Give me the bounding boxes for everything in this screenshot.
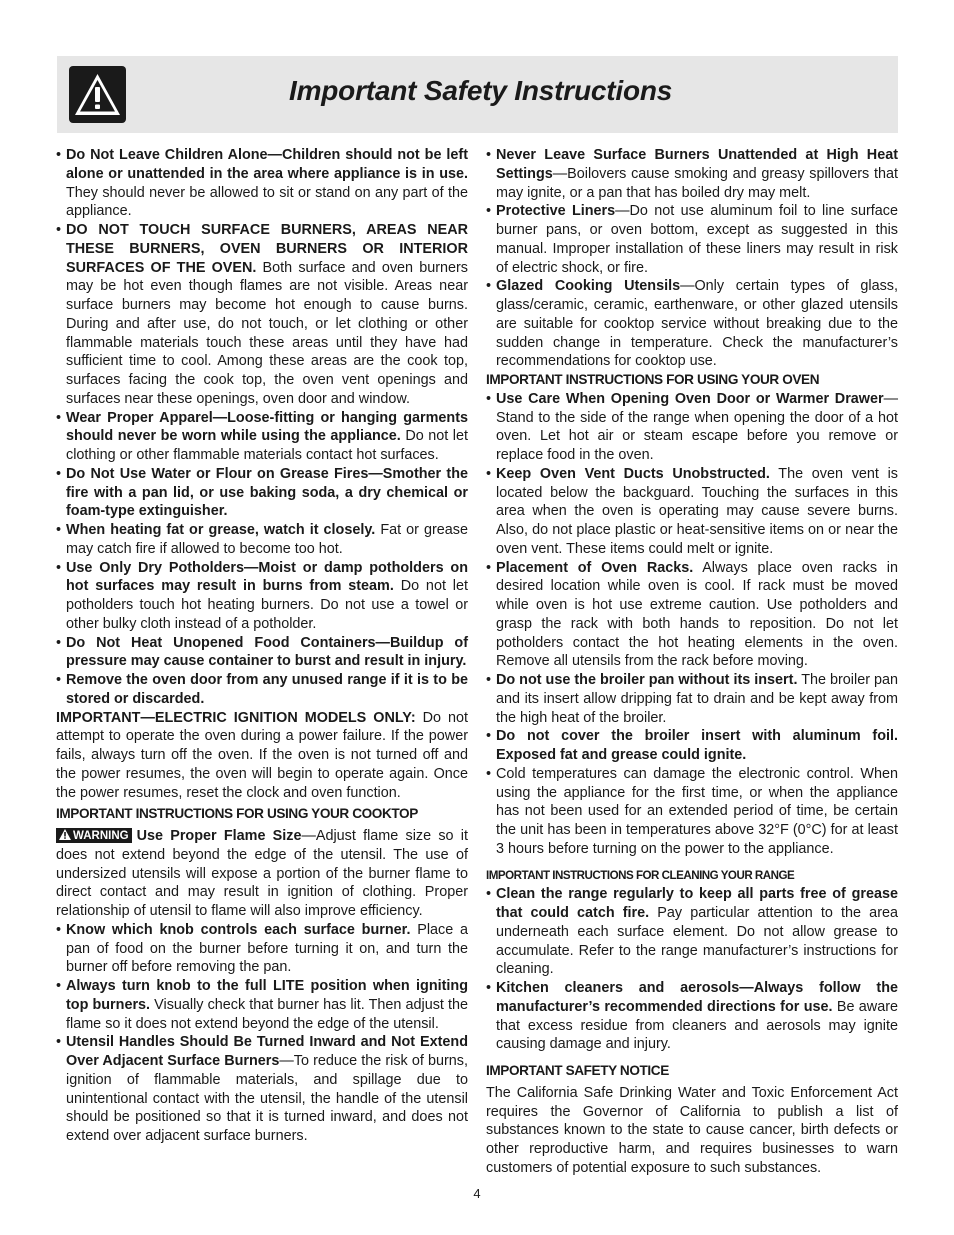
bullet: • [486, 278, 492, 295]
list-item [486, 765, 898, 859]
item-heading: Use Care When Opening Oven Door or Warmer Drawer [496, 390, 884, 407]
item-text: Be aware that excess residue from cleaners and aerosols may ignite causing damage and injury. [496, 998, 899, 1053]
warning-badge [56, 828, 132, 843]
bullet: • [56, 147, 62, 163]
flame-size-paragraph [56, 827, 468, 921]
item-heading: Do not cover the broiler insert with aluminum foil. Exposed fat and grease could ignite. [496, 728, 898, 763]
bullet: • [56, 409, 62, 426]
safety-notice-heading: IMPORTANT SAFETY NOTICE [486, 1063, 669, 1078]
item-text: —Stand to the side of the range when opening the door of a hot oven. Let hot air or steam escape before you remove or replace food in the oven. [496, 390, 898, 463]
bullet: • [56, 672, 62, 688]
item-heading: DO NOT TOUCH SURFACE BURNERS, AREAS NEAR THESE BURNERS, OVEN BURNERS OR INTERIOR SURFACES OF THE OVEN. [66, 222, 468, 276]
list-item [486, 727, 898, 765]
bullet: • [56, 559, 62, 576]
safety-notice-text: The California Safe Drinking Water and Toxic Enforcement Act requires the Governor of California to publish a list of substances known to the state to cause cancer, birth defects or other reproductive harm, and requires businesses to warn customers of potential exposure to such substances. [486, 1084, 898, 1176]
item-heading: Use Only Dry Potholders—Moist or damp potholders on hot surfaces may result in burns from steam. [66, 559, 468, 595]
item-heading: Do not use the broiler pan without its insert. [496, 672, 798, 688]
item-text: Both surface and oven burners may be hot even though flames are not visible. Areas near surface burners may become hot enough to cause burns. During and after use, do not touch, or let clothing or other flammable materials touch these areas until they have had sufficient time to cool. Among these areas are the cook top, surfaces facing the cook top, the oven vent openings and surfaces near these openings, oven door and window. [66, 259, 468, 407]
item-text: They should never be allowed to sit or stand on any part of the appliance. [66, 184, 468, 220]
item-text: Do not let clothing or other flammable materials contact hot surfaces. [66, 428, 468, 463]
warning-badge-label: WARNING [73, 830, 129, 842]
list-item [56, 465, 468, 521]
bullet: • [486, 465, 492, 482]
page-number: 4 [473, 1186, 481, 1201]
list-item [486, 277, 898, 371]
paragraph-heading: IMPORTANT—ELECTRIC IGNITION MODELS ONLY: [56, 709, 416, 726]
ignition-paragraph [56, 709, 468, 803]
warning-triangle-icon [69, 66, 126, 123]
bullet: • [486, 672, 492, 688]
item-heading: Utensil Handles Should Be Turned Inward and Not Extend Over Adjacent Surface Burners [66, 1034, 468, 1069]
list-item [486, 465, 898, 559]
bullet: • [56, 921, 62, 938]
item-text: —Boilovers cause smoking and greasy spillovers that may ignite, or a pan that has boiled dry may melt. [496, 165, 898, 201]
item-heading: Know which knob controls each surface burner. [66, 921, 411, 938]
item-text: —Only certain types of glass, glass/ceramic, ceramic, earthenware, or other glazed utensils are suitable for cooktop service without breaking due to the sudden change in temperature. Check the manufacturer’s recommendations for cooktop use. [496, 278, 898, 370]
item-heading: Glazed Cooking Utensils [496, 278, 681, 295]
list-item [486, 885, 898, 979]
oven-heading: IMPORTANT INSTRUCTIONS FOR USING YOUR OVEN [486, 372, 820, 387]
cleaning-heading: IMPORTANT INSTRUCTIONS FOR CLEANING YOUR RANGE [486, 868, 795, 882]
item-text: —To reduce the risk of burns, ignition of flammable materials, and spillage due to unintentional contact with the utensil, the handle of the utensil should be positioned so that it is turned inward, and does not extend over adjacent surface burners. [66, 1053, 468, 1144]
item-heading: Do Not Leave Children Alone—Children should not be left alone or unattended in the area where appliance is in use. [66, 147, 468, 182]
bullet: • [56, 522, 62, 538]
bullet: • [486, 886, 492, 903]
right-column [486, 146, 898, 1178]
list-item [56, 921, 468, 977]
item-text: Do not let potholders touch hot heating burners. Do not use a towel or other bulky cloth instead of a potholder. [66, 578, 468, 632]
list-item [56, 146, 468, 221]
item-heading: Placement of Oven Racks. [496, 559, 694, 576]
item-heading: Kitchen cleaners and aerosols—Always follow the manufacturer’s recommended directions for use. [496, 980, 898, 1015]
page-title: Important Safety Instructions [289, 75, 673, 106]
list-item [56, 559, 468, 634]
bullet: • [486, 559, 492, 576]
list-item [486, 202, 898, 277]
paragraph-heading: Use Proper Flame Size [136, 828, 302, 844]
bullet: • [486, 390, 492, 407]
item-heading: When heating fat or grease, watch it closely. [66, 522, 376, 538]
paragraph-text: —Adjust flame size so it does not extend beyond the edge of the utensil. The use of undersized utensils will expose a portion of the burner flame to direct contact and may result in ignition of clothing. Proper relationship of utensil to flame will also improve efficiency. [56, 828, 468, 919]
bullet: • [486, 147, 492, 163]
item-heading: Do Not Heat Unopened Food Containers—Buildup of pressure may cause container to burst and result in injury. [66, 634, 468, 670]
item-heading: Never Leave Surface Burners Unattended at High Heat Settings [496, 147, 898, 182]
item-heading: Remove the oven door from any unused range if it is to be stored or discarded. [66, 672, 468, 707]
list-item [56, 409, 468, 465]
list-item [56, 671, 468, 709]
bullet: • [56, 634, 62, 651]
list-item [56, 521, 468, 559]
list-item [486, 390, 898, 465]
title-banner [57, 56, 898, 133]
left-column [56, 146, 468, 1146]
paragraph-text: Do not attempt to operate the oven during a power failure. If the power fails, always turn off the oven. If the oven is not turned off and the power resumes, the oven will begin to operate again. Once the power resumes, reset the clock and oven function. [56, 709, 468, 801]
list-item [486, 671, 898, 727]
item-text: Visually check that burner has lit. Then adjust the flame so it does not extend beyond the edge of the utensil. [66, 996, 469, 1032]
bullet: • [56, 465, 62, 482]
item-heading: Clean the range regularly to keep all parts free of grease that could catch fire. [496, 886, 898, 921]
item-text: Fat or grease may catch fire if allowed to become too hot. [66, 522, 468, 557]
list-item [56, 1033, 468, 1146]
bullet: • [56, 978, 62, 994]
bullet: • [486, 765, 492, 782]
cooktop-heading: IMPORTANT INSTRUCTIONS FOR USING YOUR COOKTOP [56, 806, 418, 822]
item-text: Place a pan of food on the burner before turning it on, and turn the burner off before removing the pan. [66, 921, 469, 976]
item-heading: Always turn knob to the full LITE position when igniting top burners. [66, 978, 468, 1013]
bullet: • [486, 728, 492, 745]
bullet: • [56, 1034, 62, 1051]
list-item [486, 979, 898, 1054]
item-heading: Do Not Use Water or Flour on Grease Fires—Smother the fire with a pan lid, or use baking soda, a dry chemical or foam-type extinguisher. [66, 465, 468, 520]
list-item [486, 559, 898, 672]
item-text: Pay particular attention to the area underneath each surface element. Do not allow grease to accumulate. Refer to the range manufacturer’s instructions for cleaning. [496, 905, 898, 978]
item-text: The oven vent is located below the backguard. Touching the surfaces in this area when the oven is operating may cause severe burns. Also, do not place plastic or heat-sensitive items on or near the oven vent. These items could melt or ignite. [496, 465, 898, 557]
bullet: • [56, 222, 62, 238]
item-text: Cold temperatures can damage the electronic control. When using the appliance for the first time, or when the appliance has not been used for an extended period of time, be certain the unit has been in temperatures above 32°F (0°C) for at least 3 hours before turning on the power to the appliance. [496, 765, 898, 857]
list-item [56, 221, 468, 409]
list-item [56, 634, 468, 672]
bullet: • [486, 203, 492, 220]
list-item [56, 977, 468, 1033]
item-heading: Keep Oven Vent Ducts Unobstructed. [496, 465, 770, 482]
warning-small-icon [59, 829, 71, 840]
item-text: Always place oven racks in desired location while oven is cool. If rack must be moved while oven is hot use extreme caution. Use potholders and grasp the rack with both hands to reposition. Do not let potholders contact the hot heating elements in the oven. Remove all utensils from the rack before moving. [496, 559, 898, 670]
item-heading: Protective Liners [496, 203, 616, 220]
bullet: • [486, 980, 492, 996]
item-heading: Wear Proper Apparel—Loose-fitting or hanging garments should never be worn while using the appliance. [66, 409, 468, 445]
list-item [486, 146, 898, 202]
item-text: —Do not use aluminum foil to line surface burner pans, or oven bottom, except as suggested in this manual. Improper installation of these liners may result in risk of electric shock, or fire. [496, 203, 898, 276]
item-text: The broiler pan and its insert allow dripping fat to drain and be kept away from the high heat of the broiler. [496, 672, 898, 726]
